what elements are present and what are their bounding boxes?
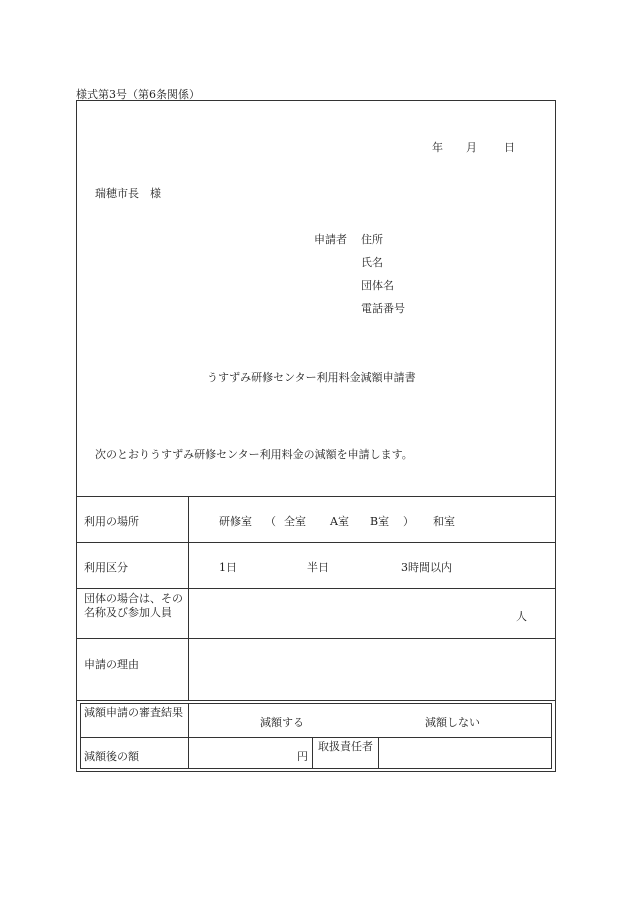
- applicant-group-field[interactable]: 団体名: [361, 279, 394, 292]
- form-number: 様式第3号（第6条関係）: [76, 88, 200, 101]
- row-divider: [76, 638, 556, 639]
- column-divider: [378, 737, 379, 769]
- division-label: 利用区分: [84, 561, 128, 574]
- row-divider: [76, 700, 556, 701]
- after-amount-label: 減額後の額: [84, 750, 139, 763]
- option-deny[interactable]: 減額しない: [425, 716, 480, 729]
- option-half-day[interactable]: 半日: [307, 561, 329, 574]
- date-day[interactable]: 日: [504, 141, 515, 154]
- participants-unit: 人: [516, 610, 527, 623]
- option-three-hours[interactable]: 3時間以内: [401, 561, 452, 574]
- column-divider: [312, 737, 313, 769]
- addressee: 瑞穂市長 様: [95, 187, 161, 200]
- row-divider: [76, 588, 556, 589]
- option-all-rooms[interactable]: 全室: [284, 515, 306, 528]
- applicant-label: 申請者: [314, 233, 347, 246]
- group-label: 団体の場合は、その名称及び参加人員: [84, 592, 183, 619]
- paren-open: （: [265, 515, 276, 528]
- row-divider: [76, 496, 556, 497]
- applicant-phone-field[interactable]: 電話番号: [361, 302, 405, 315]
- applicant-address-field[interactable]: 住所: [361, 233, 383, 246]
- intro-text: 次のとおりうすずみ研修センター利用料金の減額を申請します。: [95, 448, 413, 461]
- option-full-day[interactable]: 1日: [219, 561, 237, 574]
- applicant-name-field[interactable]: 氏名: [361, 256, 383, 269]
- option-room-a[interactable]: A室: [330, 515, 349, 528]
- option-approve[interactable]: 減額する: [260, 716, 304, 729]
- column-divider: [188, 496, 189, 700]
- row-divider: [76, 542, 556, 543]
- date-month[interactable]: 月: [466, 141, 477, 154]
- document-title: うすずみ研修センター利用料金減額申請書: [207, 371, 416, 384]
- currency-unit: 円: [297, 750, 308, 763]
- reason-label: 申請の理由: [84, 658, 139, 671]
- column-divider: [188, 703, 189, 769]
- date-year[interactable]: 年: [432, 141, 443, 154]
- option-japanese-room[interactable]: 和室: [433, 515, 455, 528]
- place-label: 利用の場所: [84, 515, 139, 528]
- option-room-b[interactable]: B室: [370, 515, 390, 528]
- handler-label: 取扱責任者: [318, 740, 373, 753]
- row-divider: [80, 737, 552, 738]
- review-label: 減額申請の審査結果: [84, 706, 183, 719]
- option-training-room[interactable]: 研修室: [219, 515, 252, 528]
- paren-close: ）: [403, 515, 414, 528]
